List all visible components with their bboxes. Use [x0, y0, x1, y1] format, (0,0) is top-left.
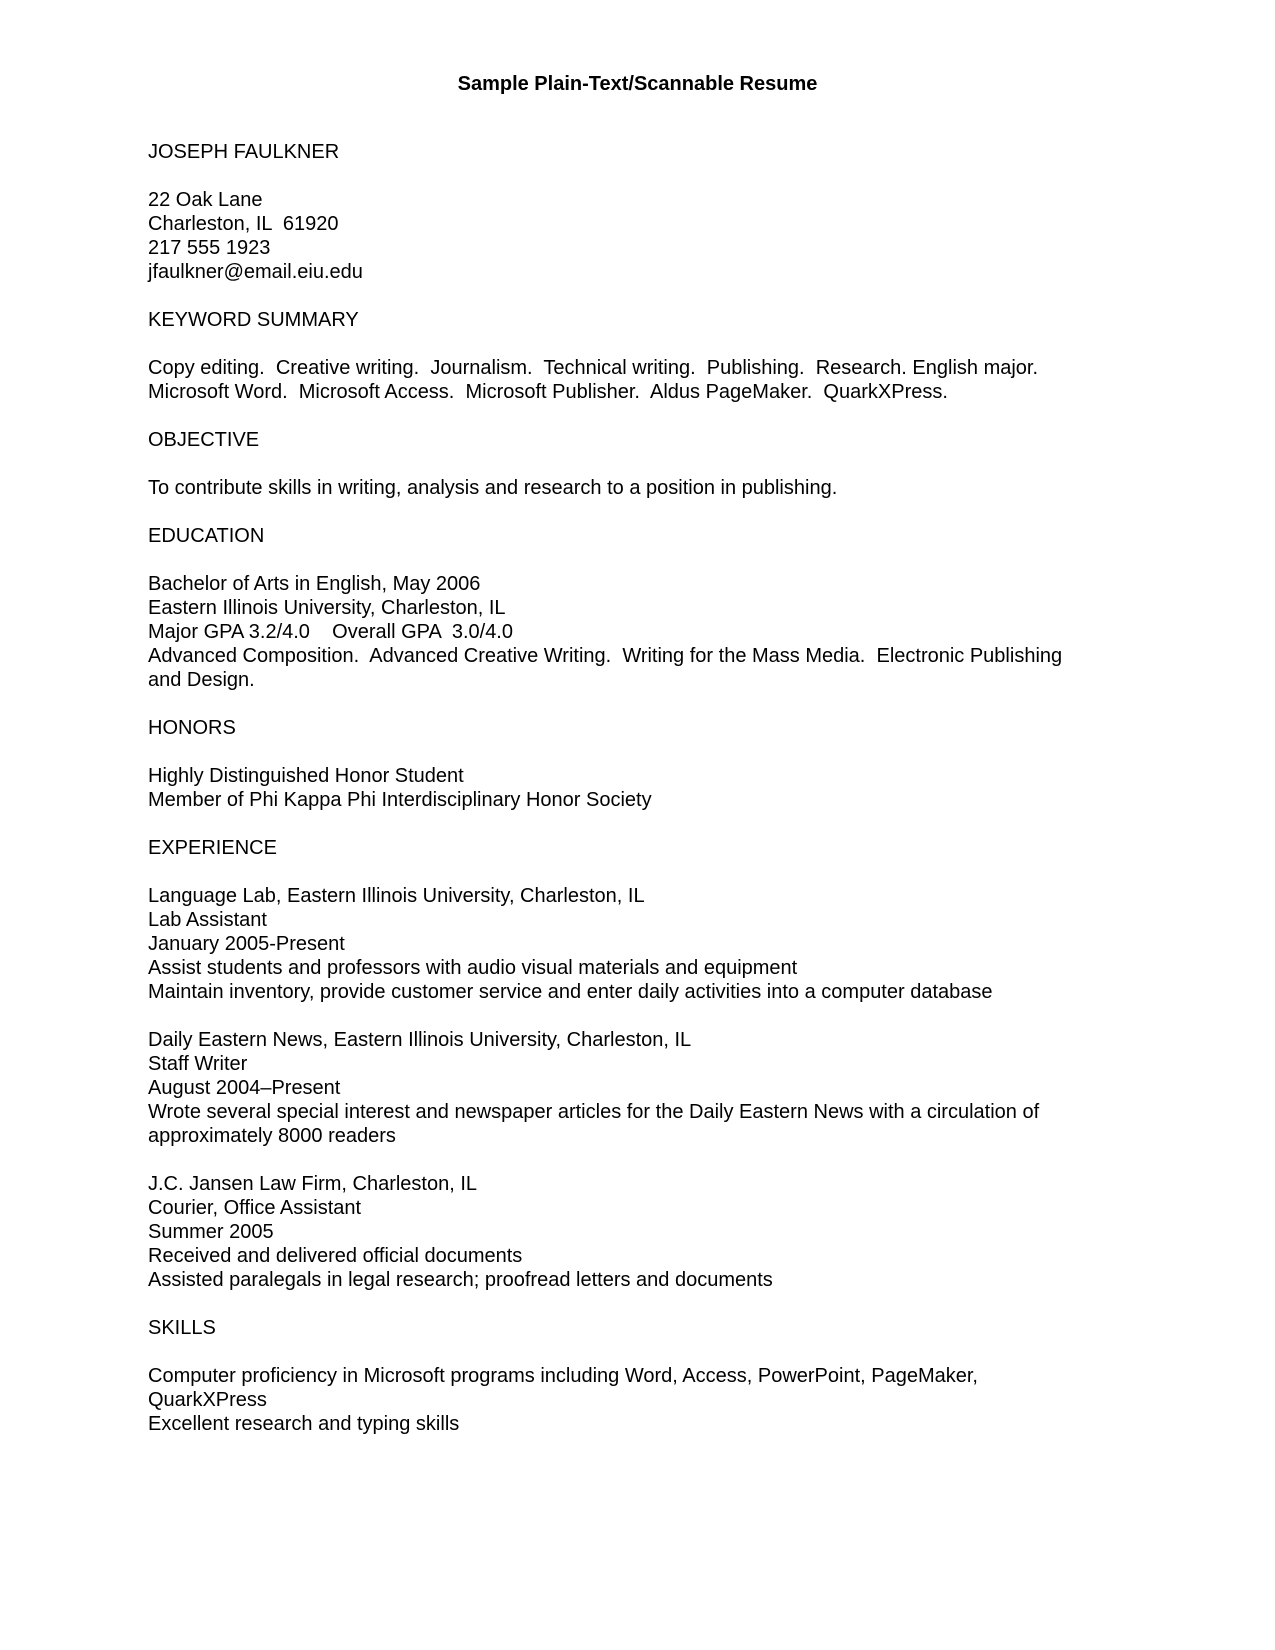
honors-line: Member of Phi Kappa Phi Interdisciplinary Honor Society [148, 789, 652, 811]
job-detail: Received and delivered official documents [148, 1245, 523, 1267]
candidate-name: JOSEPH FAULKNER [148, 141, 340, 163]
contact-street: 22 Oak Lane [148, 189, 263, 211]
job-employer: J.C. Jansen Law Firm, Charleston, IL [148, 1173, 478, 1195]
job-entry [148, 1172, 1108, 1292]
skills-section [148, 1316, 1108, 1436]
section-heading: OBJECTIVE [148, 429, 260, 451]
job-detail: Assisted paralegals in legal research; proofread letters and documents [148, 1269, 773, 1291]
job-dates: January 2005-Present [148, 933, 345, 955]
experience-section [148, 836, 1108, 1292]
job-detail: approximately 8000 readers [148, 1125, 396, 1147]
keyword-line: Microsoft Word. Microsoft Access. Microsoft Publisher. Aldus PageMaker. QuarkXPress. [148, 381, 948, 403]
education-line: Eastern Illinois University, Charleston, IL [148, 597, 506, 619]
job-detail: Wrote several special interest and newspaper articles for the Daily Eastern News with a circulation of [148, 1101, 1040, 1123]
section-heading: SKILLS [148, 1317, 216, 1339]
contact-phone: 217 555 1923 [148, 237, 271, 259]
section-heading: EDUCATION [148, 525, 265, 547]
contact-email: jfaulkner@email.eiu.edu [148, 261, 363, 283]
section-heading: EXPERIENCE [148, 837, 277, 859]
section-heading: KEYWORD SUMMARY [148, 309, 359, 331]
job-title: Lab Assistant [148, 909, 267, 931]
education-section [148, 524, 1108, 692]
job-detail: Assist students and professors with audio visual materials and equipment [148, 957, 798, 979]
job-employer: Language Lab, Eastern Illinois University, Charleston, IL [148, 885, 645, 907]
resume-body [148, 140, 1108, 1436]
job-dates: Summer 2005 [148, 1221, 274, 1243]
objective-text: To contribute skills in writing, analysis and research to a position in publishing. [148, 477, 838, 499]
education-line: Advanced Composition. Advanced Creative Writing. Writing for the Mass Media. Electronic Publishing [148, 645, 1063, 667]
objective-section [148, 428, 1108, 500]
contact-block [148, 188, 1108, 284]
document-title: Sample Plain-Text/Scannable Resume [457, 73, 818, 95]
honors-line: Highly Distinguished Honor Student [148, 765, 464, 787]
education-line: Bachelor of Arts in English, May 2006 [148, 573, 481, 595]
job-employer: Daily Eastern News, Eastern Illinois University, Charleston, IL [148, 1029, 692, 1051]
job-title: Courier, Office Assistant [148, 1197, 362, 1219]
education-line: and Design. [148, 669, 255, 691]
section-heading: HONORS [148, 717, 236, 739]
keyword-line: Copy editing. Creative writing. Journalism. Technical writing. Publishing. Research. English major. [148, 357, 1039, 379]
education-line: Major GPA 3.2/4.0 Overall GPA 3.0/4.0 [148, 621, 513, 643]
honors-section [148, 716, 1108, 812]
keyword-summary-section [148, 308, 1108, 404]
job-detail: Maintain inventory, provide customer service and enter daily activities into a computer database [148, 981, 993, 1003]
skills-line: Computer proficiency in Microsoft programs including Word, Access, PowerPoint, PageMaker, [148, 1365, 978, 1387]
job-dates: August 2004–Present [148, 1077, 341, 1099]
job-entry [148, 884, 1108, 1004]
skills-line: QuarkXPress [148, 1389, 267, 1411]
job-entry [148, 1028, 1108, 1148]
job-title: Staff Writer [148, 1053, 248, 1075]
contact-city: Charleston, IL 61920 [148, 213, 339, 235]
skills-line: Excellent research and typing skills [148, 1413, 460, 1435]
